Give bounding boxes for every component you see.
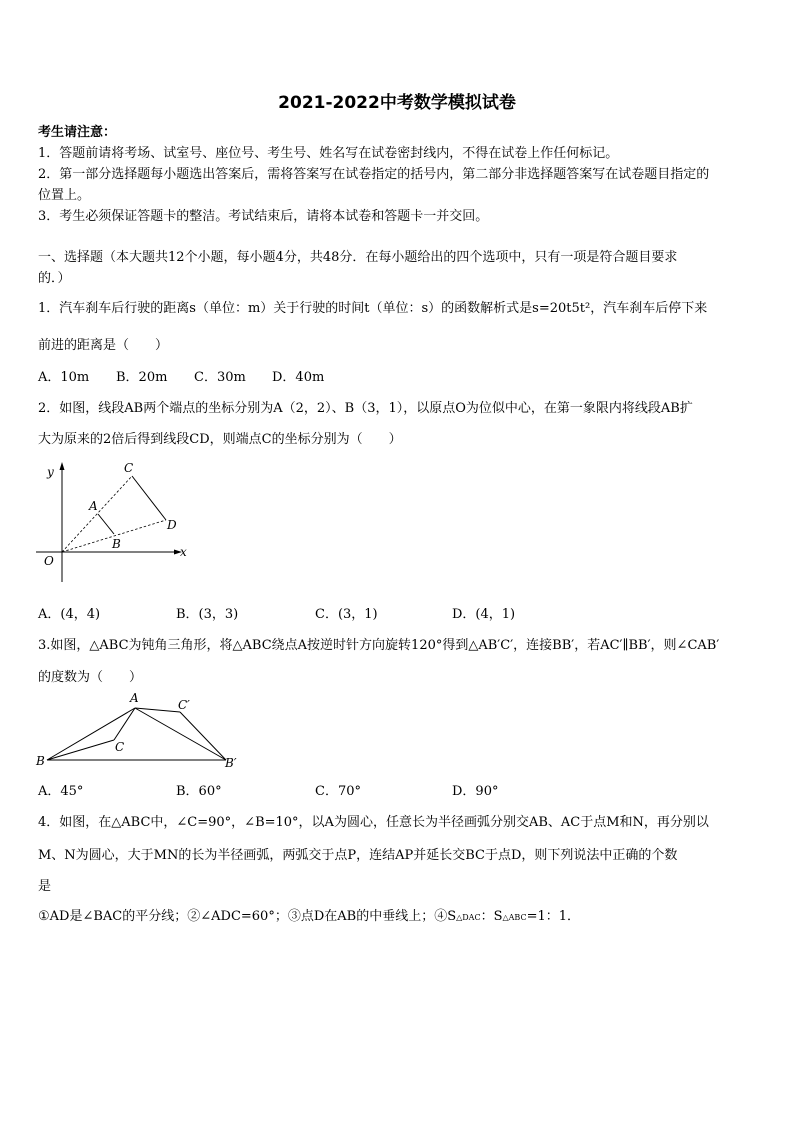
q2-option-a[interactable]: A．(4，4)	[38, 607, 101, 622]
point-b-label: B	[36, 754, 45, 768]
point-c-label: C	[115, 740, 125, 754]
q1-option-b[interactable]: B．20m	[116, 370, 168, 385]
q2-coordinate-figure	[30, 458, 200, 588]
q1-option-c[interactable]: C．30m	[194, 370, 246, 385]
q3-text: 3.如图，△ABC为钝角三角形，将△ABC绕点A按逆时针方向旋转120°得到△AB′C′，连接BB′，若AC′∥BB′，则∠CAB′	[38, 638, 720, 653]
q3-option-b[interactable]: B．60°	[176, 784, 222, 799]
q4-statements	[38, 905, 580, 924]
q2-option-b[interactable]: B．(3，3)	[176, 607, 239, 622]
q4-colon: ：S	[480, 909, 503, 924]
q1-text-cont: 前进的距离是（ ）	[38, 338, 169, 353]
notice-item-2: 2．第一部分选择题每小题选出答案后，需将答案写在试卷指定的括号内，第二部分非选择题答案写在试卷题目指定的	[38, 167, 710, 182]
q1-text: 1．汽车刹车后行驶的距离s（单位：m）关于行驶的时间t（单位：s）的函数解析式是s=20t5t²，汽车刹车后停下来	[38, 301, 708, 316]
point-d-label: D	[167, 518, 177, 532]
origin-label: O	[44, 554, 54, 568]
q1-option-a[interactable]: A．10m	[38, 370, 90, 385]
notice-item-3: 3．考生必须保证答题卡的整洁。考试结束后，请将本试卷和答题卡一并交回。	[38, 209, 489, 224]
q3-option-d[interactable]: D．90°	[452, 784, 499, 799]
q2-option-c[interactable]: C．(3，1)	[315, 607, 378, 622]
point-c-label: C	[124, 461, 134, 475]
section-header-cont: 的．）	[38, 271, 71, 286]
x-axis-label: x	[180, 545, 187, 559]
point-a-label: A	[130, 691, 139, 705]
q2-text: 2．如图，线段AB两个端点的坐标分别为A（2，2）、B（3，1），以原点O为位似中心，在第一象限内将线段AB扩	[38, 401, 693, 416]
q4-statements-text: ①AD是∠BAC的平分线；②∠ADC=60°；③点D在AB的中垂线上；④S	[38, 909, 457, 924]
section-header: 一、选择题（本大题共12个小题，每小题4分，共48分．在每小题给出的四个选项中，只有一项是符合题目要求	[38, 250, 678, 265]
point-b-prime-label: B′	[225, 756, 237, 770]
q3-option-a[interactable]: A．45°	[38, 784, 84, 799]
notice-heading: 考生请注意：	[38, 125, 117, 140]
q4-text: 4．如图，在△ABC中，∠C=90°，∠B=10°，以A为圆心，任意长为半径画弧分别交AB、AC于点M和N，再分别以	[38, 815, 709, 830]
notice-item-1: 1．答题前请将考场、试室号、座位号、考生号、姓名写在试卷密封线内，不得在试卷上作任何标记。	[38, 146, 619, 161]
point-c-prime-label: C′	[178, 698, 190, 712]
q1-option-d[interactable]: D．40m	[272, 370, 325, 385]
q4-text-cont: M、N为圆心，大于MN的长为半径画弧，两弧交于点P，连结AP并延长交BC于点D，则下列说法中正确的个数	[38, 848, 678, 863]
point-a-label: A	[89, 499, 98, 513]
q2-text-cont: 大为原来的2倍后得到线段CD，则端点C的坐标分别为（ ）	[38, 432, 402, 447]
q3-option-c[interactable]: C．70°	[315, 784, 361, 799]
notice-item-2-cont: 位置上。	[38, 188, 91, 203]
q4-sub-dac: △DAC	[456, 913, 481, 922]
q4-tail: =1：1．	[526, 909, 580, 924]
q3-text-cont: 的度数为（ ）	[38, 670, 143, 685]
y-axis-label: y	[47, 465, 54, 479]
q3-triangle-figure	[32, 690, 247, 770]
point-b-label: B	[112, 537, 121, 551]
page-title: 2021-2022中考数学模拟试卷	[278, 93, 516, 113]
q2-option-d[interactable]: D．(4，1)	[452, 607, 516, 622]
q4-text-end: 是	[38, 879, 52, 894]
q4-sub-abc: △ABC	[502, 913, 527, 922]
